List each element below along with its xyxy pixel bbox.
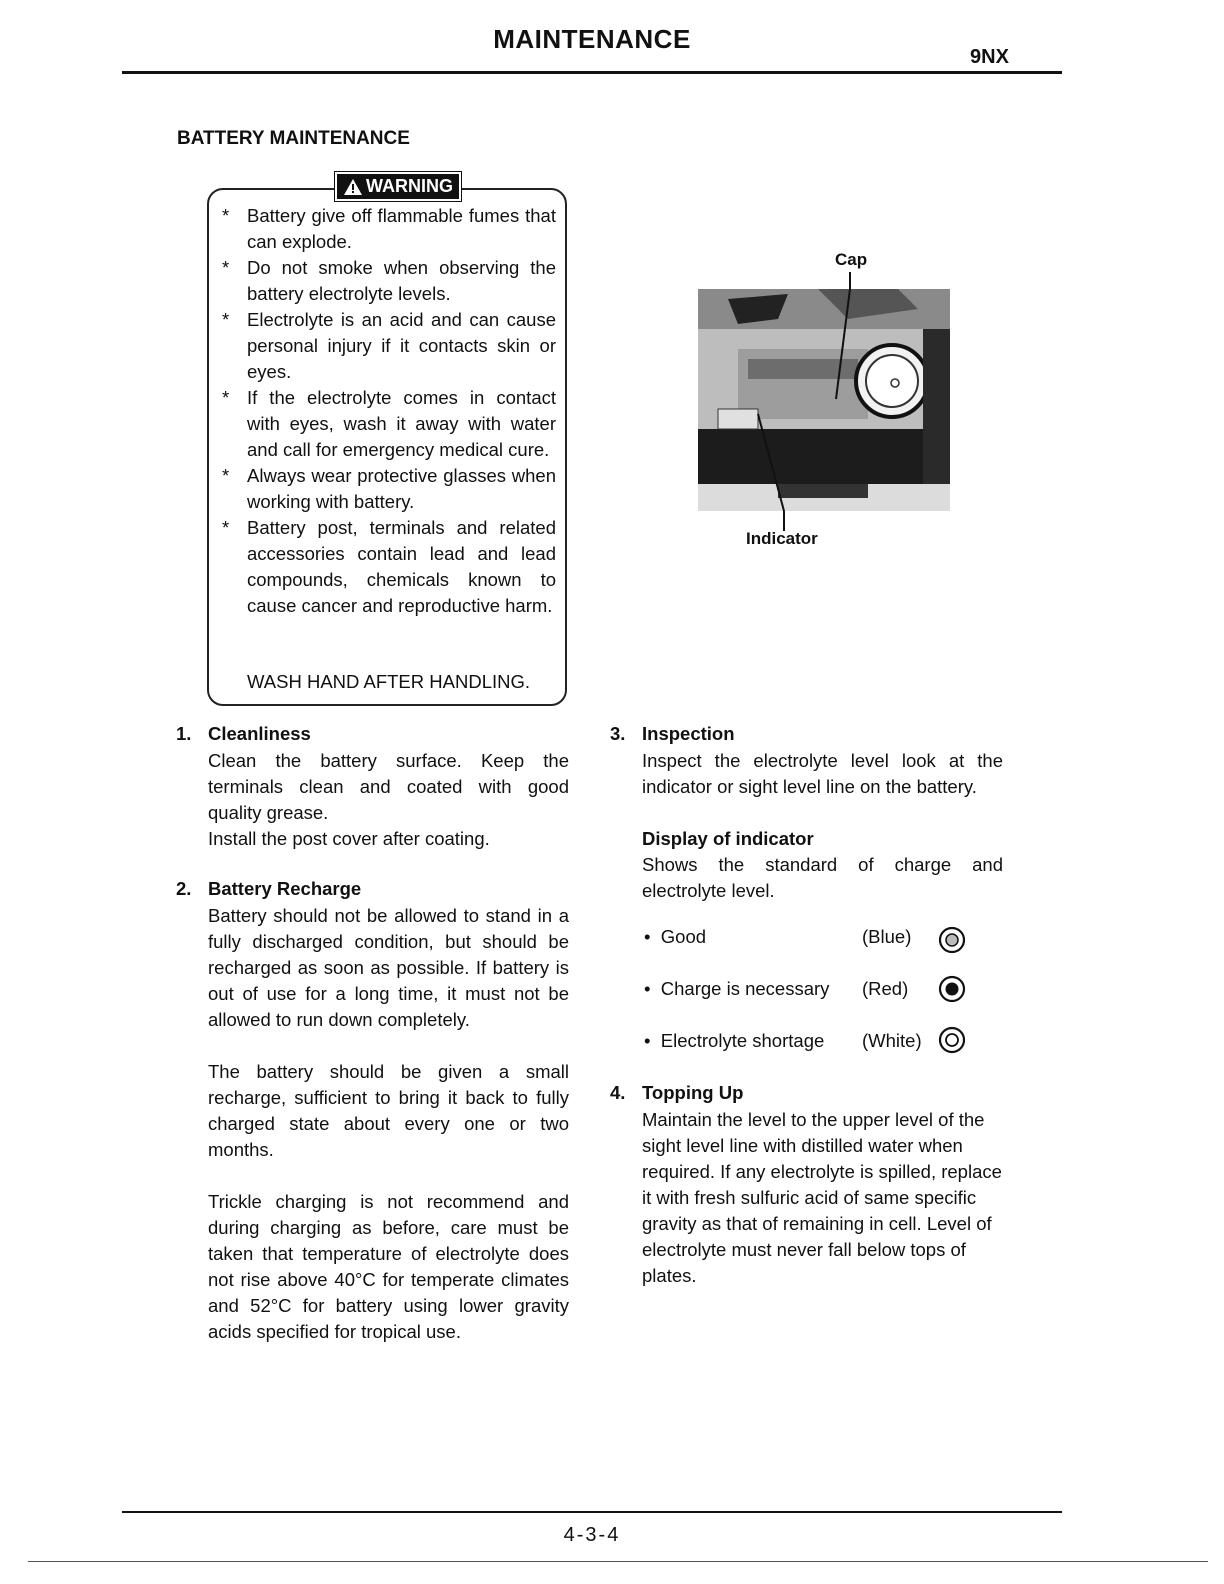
warning-badge-label: WARNING [366, 176, 453, 196]
battery-photo-image [698, 289, 950, 511]
warning-triangle-icon [343, 178, 363, 196]
indicator-row-good: • Good [644, 926, 707, 947]
indicator-shortage-icon [938, 1026, 966, 1054]
item-title-topping: Topping Up [642, 1082, 744, 1103]
paragraph: Maintain the level to the upper level of the sight level line with distilled water when required. If any electrolyte is spilled, replace it with fresh sulfuric acid of same specific gravity as that of remaining in cell. Level of electrolyte must never fall below tops of plates. [642, 1109, 1002, 1286]
item-title-inspection: Inspection [642, 723, 735, 744]
indicator-leader-line [783, 511, 785, 531]
indicator-color-good: (Blue) [862, 926, 912, 947]
warning-item: * Battery give off flammable fumes that can explode. [222, 205, 556, 252]
warning-item: * If the electrolyte comes in contact with eyes, wash it away with water and call for emergency medical cure. [222, 387, 556, 460]
page-header-title: MAINTENANCE [493, 24, 691, 54]
header-divider [122, 71, 1062, 74]
scan-edge-line [28, 1561, 1208, 1562]
indicator-charge-icon [938, 975, 966, 1003]
item-number: 1. [176, 723, 192, 744]
cleanliness-body [208, 748, 569, 852]
paragraph: Install the post cover after coating. [208, 828, 490, 849]
paragraph: Trickle charging is not recommend and during charging as before, care must be taken that temperature of electrolyte does not rise above 40°C for temperate climates and 52°C for battery using lower gravity acids specified for tropical use. [208, 1191, 569, 1342]
footer-divider [122, 1511, 1062, 1513]
item-number: 2. [176, 878, 192, 899]
warning-item: * Battery post, terminals and related accessories contain lead and lead compounds, chemicals known to cause cancer and reproductive harm. [222, 517, 556, 616]
paragraph: Battery should not be allowed to stand in a fully discharged condition, but should be recharged as soon as possible. If battery is out of use for a long time, it must not be allowed to run down completely. [208, 905, 569, 1030]
cap-label: Cap [835, 250, 868, 269]
warning-item: * Always wear protective glasses when working with battery. [222, 465, 556, 512]
paragraph: The battery should be given a small recharge, sufficient to bring it back to fully charged state about every one or two months. [208, 1061, 569, 1160]
indicator-row-shortage: • Electrolyte shortage [644, 1030, 825, 1051]
section-title: BATTERY MAINTENANCE [177, 128, 410, 149]
paragraph: Clean the battery surface. Keep the terminals clean and coated with good quality grease. [208, 750, 569, 823]
item-number: 4. [610, 1082, 626, 1103]
indicator-row-charge: • Charge is necessary [644, 978, 830, 999]
display-indicator-title: Display of indicator [642, 828, 814, 849]
paragraph: Inspect the electrolyte level look at the indicator or sight level line on the battery. [642, 750, 1003, 797]
cap-leader-line [849, 272, 851, 290]
paragraph: Shows the standard of charge and electrolyte level. [642, 854, 1003, 901]
warning-item: * Do not smoke when observing the battery electrolyte levels. [222, 257, 556, 304]
warning-item: * Electrolyte is an acid and can cause personal injury if it contacts skin or eyes. [222, 309, 556, 382]
battery-photo [698, 289, 950, 511]
item-number: 3. [610, 723, 626, 744]
page-number: 4-3-4 [563, 1524, 621, 1546]
indicator-color-shortage: (White) [862, 1030, 922, 1051]
indicator-color-charge: (Red) [862, 978, 909, 999]
inspection-body [642, 748, 1003, 904]
indicator-label: Indicator [746, 529, 818, 548]
item-title-recharge: Battery Recharge [208, 878, 362, 899]
warning-list [222, 203, 556, 619]
item-title-cleanliness: Cleanliness [208, 723, 311, 744]
topping-body [642, 1107, 1003, 1289]
model-label: 9NX [970, 46, 1009, 68]
indicator-good-icon [938, 926, 966, 954]
warning-badge [335, 172, 461, 201]
recharge-body [208, 903, 569, 1345]
warning-final-note: WASH HAND AFTER HANDLING. [247, 671, 531, 692]
